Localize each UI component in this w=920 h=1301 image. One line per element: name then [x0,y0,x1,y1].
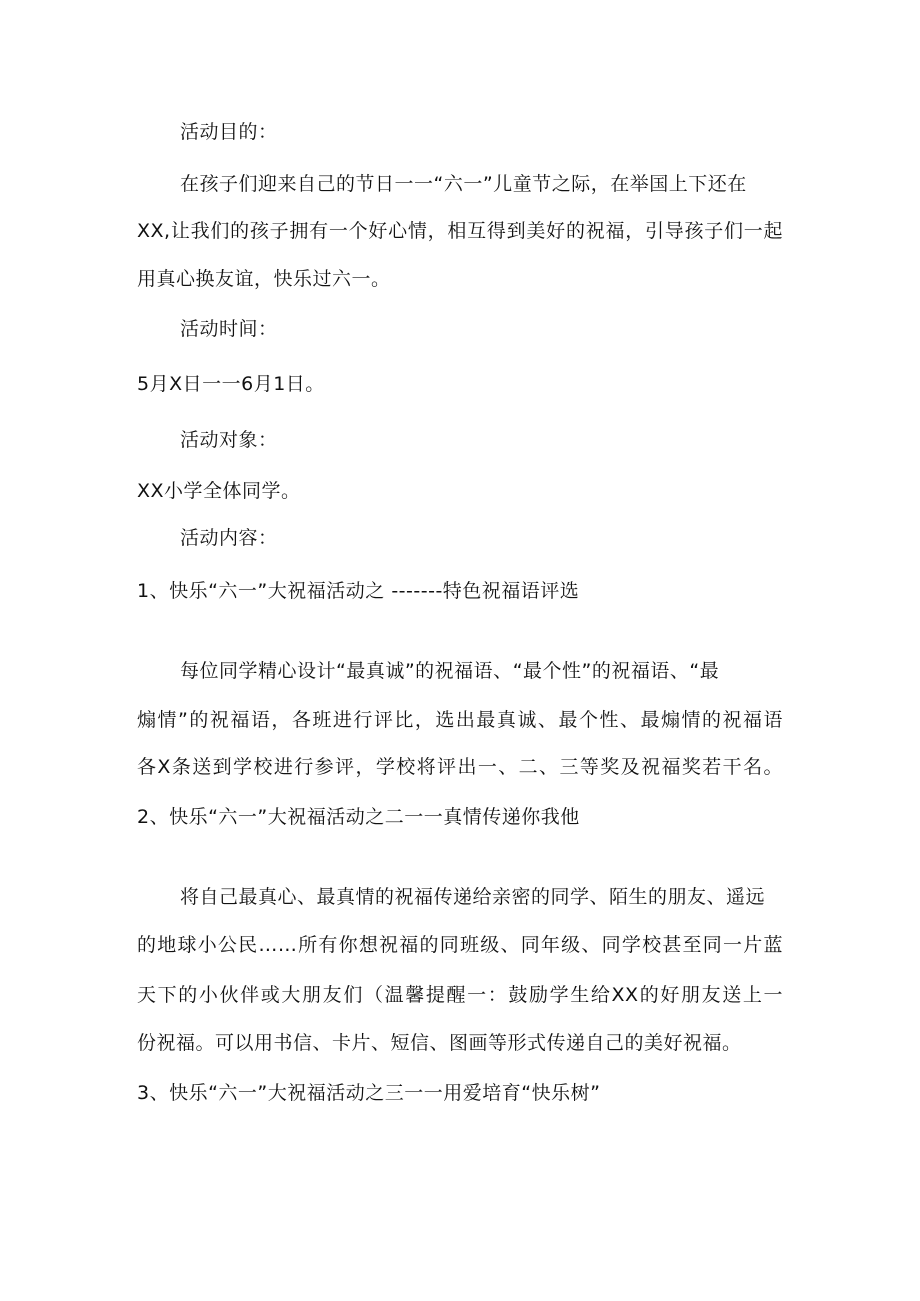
target-value: XX小学全体同学。 [137,480,301,502]
item2-paragraph-line: 天下的小伙伴或大朋友们（温馨提醒一：鼓励学生给XX的好朋友送上一 [137,984,783,1006]
purpose-heading: 活动目的： [180,121,278,143]
item2-title: 2、快乐“六一”大祝福活动之二一一真情传递你我他 [137,806,580,828]
time-value: 5月X日一一6月1日。 [137,373,325,395]
purpose-paragraph-line: 用真心换友谊，快乐过六一。 [137,268,391,290]
time-heading: 活动时间： [180,318,278,340]
item3-title: 3、快乐“六一”大祝福活动之三一一用爱培育“快乐树” [137,1082,601,1104]
item2-paragraph-line: 份祝福。可以用书信、卡片、短信、图画等形式传递自己的美好祝福。 [137,1032,742,1054]
item1-title: 1、快乐“六一”大祝福活动之 -------特色祝福语评选 [137,580,580,602]
item1-paragraph-line: 每位同学精心设计“最真诚”的祝福语、“最个性”的祝福语、“最 [180,660,720,682]
purpose-paragraph-line: 在孩子们迎来自己的节日一一“六一”儿童节之际，在举国上下还在 [180,173,747,195]
item2-paragraph-line: 的地球小公民……所有你想祝福的同班级、同年级、同学校甚至同一片蓝 [137,934,783,956]
purpose-paragraph-line: XX,让我们的孩子拥有一个好心情，相互得到美好的祝福，引导孩子们一起 [137,220,783,242]
item1-paragraph-line: 各X条送到学校进行参评，学校将评出一、二、三等奖及祝福奖若干名。 [137,756,783,778]
target-heading: 活动对象： [180,429,278,451]
content-heading: 活动内容： [180,527,278,549]
item2-paragraph-line: 将自己最真心、最真情的祝福传递给亲密的同学、陌生的朋友、遥远 [180,886,766,908]
item1-paragraph-line: 煽情”的祝福语，各班进行评比，选出最真诚、最个性、最煽情的祝福语 [137,709,783,731]
